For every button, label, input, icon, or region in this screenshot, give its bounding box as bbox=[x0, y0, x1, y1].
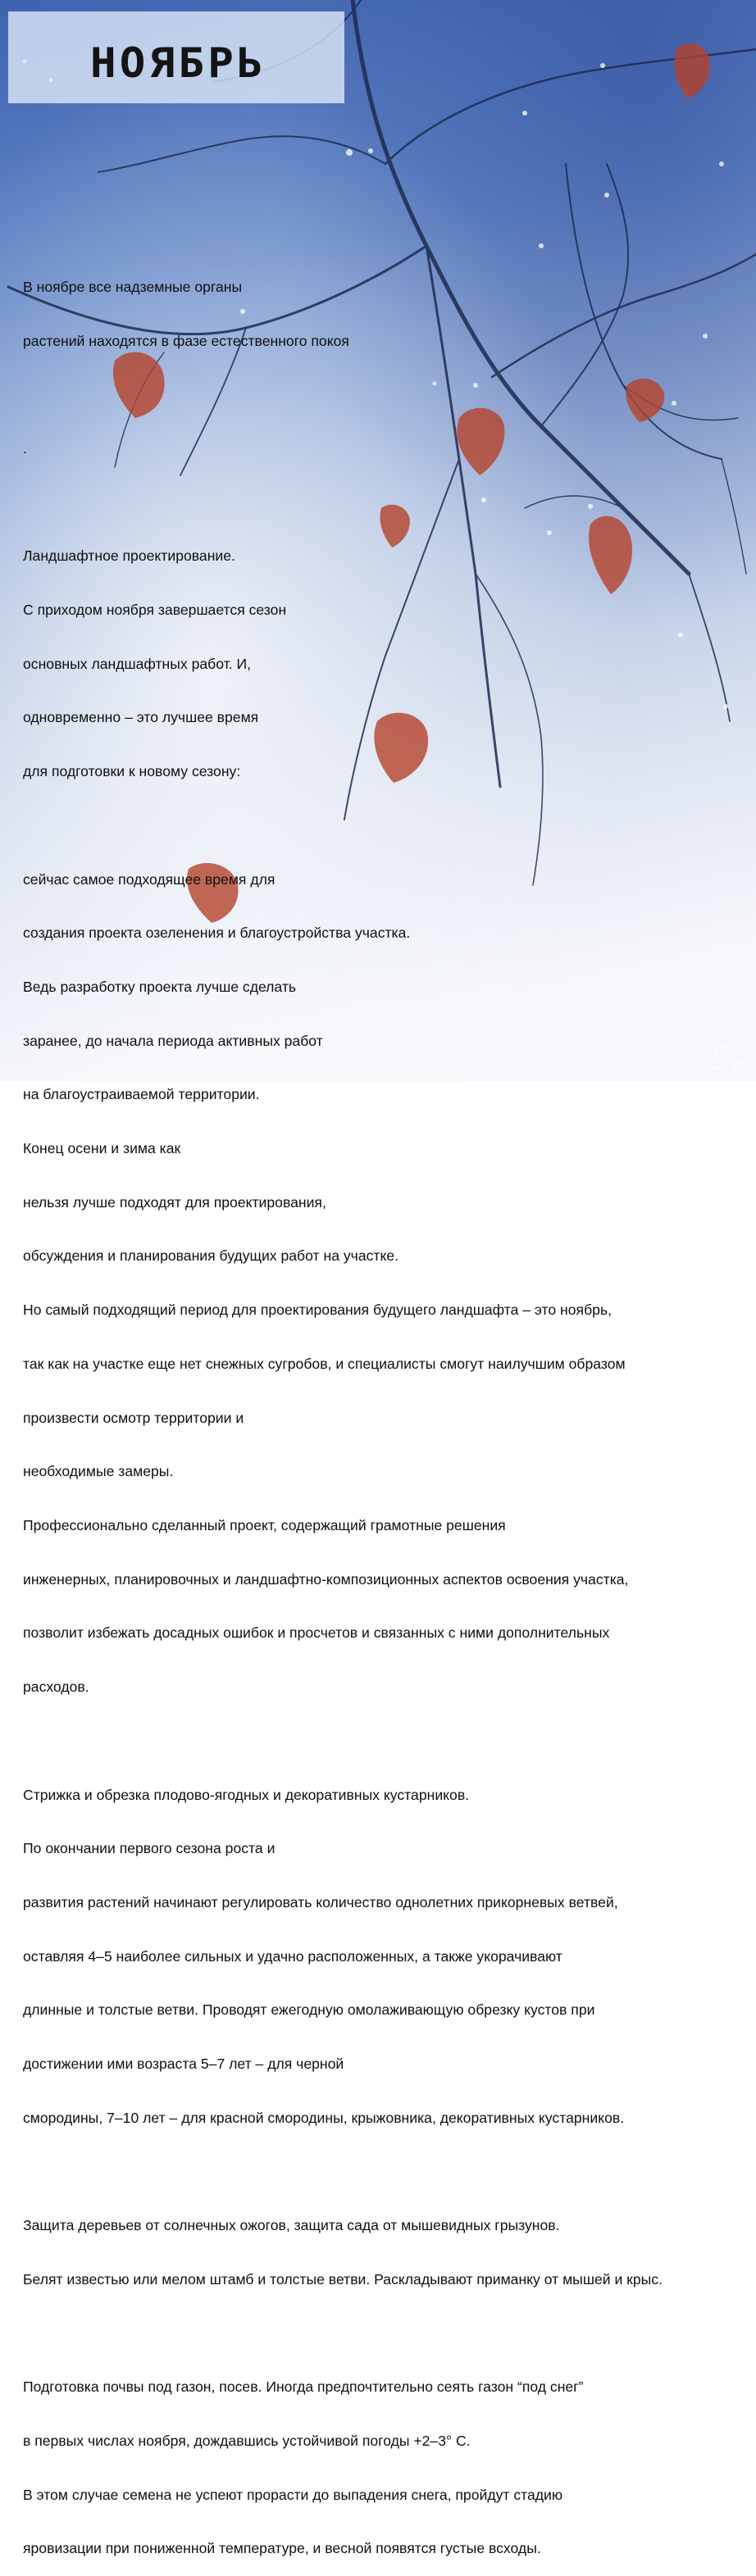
text-line: необходимые замеры. bbox=[23, 1463, 174, 1480]
text-line: произвести осмотр территории и bbox=[23, 1409, 244, 1426]
text-line: сейчас самое подходящее время для bbox=[23, 870, 276, 888]
text-line: инженерных, планировочных и ландшафтно-композиционных аспектов освоения участка, bbox=[23, 1570, 629, 1588]
section-heading: Стрижка и обрезка плодово-ягодных и декоративных кустарников. bbox=[23, 1786, 470, 1803]
text-line: По окончании первого сезона роста и bbox=[23, 1840, 276, 1857]
text-line: смородины, 7–10 лет – для красной смородины, крыжовника, декоративных кустарников. bbox=[23, 2109, 625, 2126]
page-title: НОЯБРЬ bbox=[90, 39, 266, 87]
text-line: развития растений начинают регулировать количество однолетних прикорневых ветвей, bbox=[23, 1893, 618, 1910]
section-heading: Ландшафтное проектирование. bbox=[23, 547, 235, 565]
text-line bbox=[23, 1733, 749, 1751]
text-line: оставляя 4–5 наиболее сильных и удачно расположенных, а также укорачивают bbox=[23, 1947, 562, 1965]
text-line: Но самый подходящий период для проектирования будущего ландшафта – это ноябрь, bbox=[23, 1302, 612, 1319]
text-line: В ноябре все надземные органы bbox=[23, 278, 243, 295]
text-line: нельзя лучше подходят для проектирования, bbox=[23, 1193, 326, 1211]
text-line bbox=[23, 2163, 749, 2181]
text-line: для подготовки к новому сезону: bbox=[23, 763, 241, 780]
text-line: позволит избежать досадных ошибок и просчетов и связанных с ними дополнительных bbox=[23, 1624, 610, 1642]
text-line bbox=[23, 386, 749, 404]
text-line: так как на участке еще нет снежных сугробов, и специалисты смогут наилучшим образом bbox=[23, 1355, 626, 1372]
text-line bbox=[23, 2325, 749, 2343]
text-line: создания проекта озеленения и благоустройства участка. bbox=[23, 925, 411, 942]
text-line: обсуждения и планирования будущих работ на участке. bbox=[23, 1247, 399, 1265]
signature-mark bbox=[710, 1043, 749, 1074]
text-line: заранее, до начала периода активных работ bbox=[23, 1032, 323, 1049]
text-line: С приходом ноября завершается сезон bbox=[23, 602, 287, 619]
text-line: В этом случае семена не успеют прорасти до выпадения снега, пройдут стадию bbox=[23, 2486, 563, 2503]
text-line: . bbox=[23, 439, 27, 457]
text-line: одновременно – это лучшее время bbox=[23, 709, 259, 726]
text-line bbox=[23, 817, 749, 835]
section-heading: Подготовка почвы под газон, посев. Иногда предпочтительно сеять газон “под снег” bbox=[23, 2378, 584, 2396]
title-banner bbox=[8, 11, 344, 103]
article-text bbox=[23, 243, 749, 2576]
section-heading: Защита деревьев от солнечных ожогов, защита сада от мышевидных грызунов. bbox=[23, 2217, 560, 2234]
text-line: достижении ими возраста 5–7 лет – для черной bbox=[23, 2056, 344, 2073]
text-line: Ведь разработку проекта лучше сделать bbox=[23, 978, 297, 995]
text-line: яровизации при пониженной температуре, и весной появятся густые всходы. bbox=[23, 2540, 541, 2557]
text-line: длинные и толстые ветви. Проводят ежегодную омолаживающую обрезку кустов при bbox=[23, 2001, 595, 2019]
text-line: Профессионально сделанный проект, содержащий грамотные решения bbox=[23, 1516, 506, 1533]
text-line: Белят известью или мелом штамб и толстые ветви. Раскладывают приманку от мышей и крыс. bbox=[23, 2270, 663, 2288]
text-line: основных ландшафтных работ. И, bbox=[23, 655, 252, 672]
text-line: расходов. bbox=[23, 1679, 89, 1696]
text-line: растений находятся в фазе естественного покоя bbox=[23, 332, 349, 349]
text-line: в первых числах ноября, дождавшись устойчивой погоды +2–3° С. bbox=[23, 2432, 471, 2449]
text-line: Конец осени и зима как bbox=[23, 1140, 181, 1157]
text-line: на благоустраиваемой территории. bbox=[23, 1086, 260, 1103]
text-line bbox=[23, 494, 749, 512]
